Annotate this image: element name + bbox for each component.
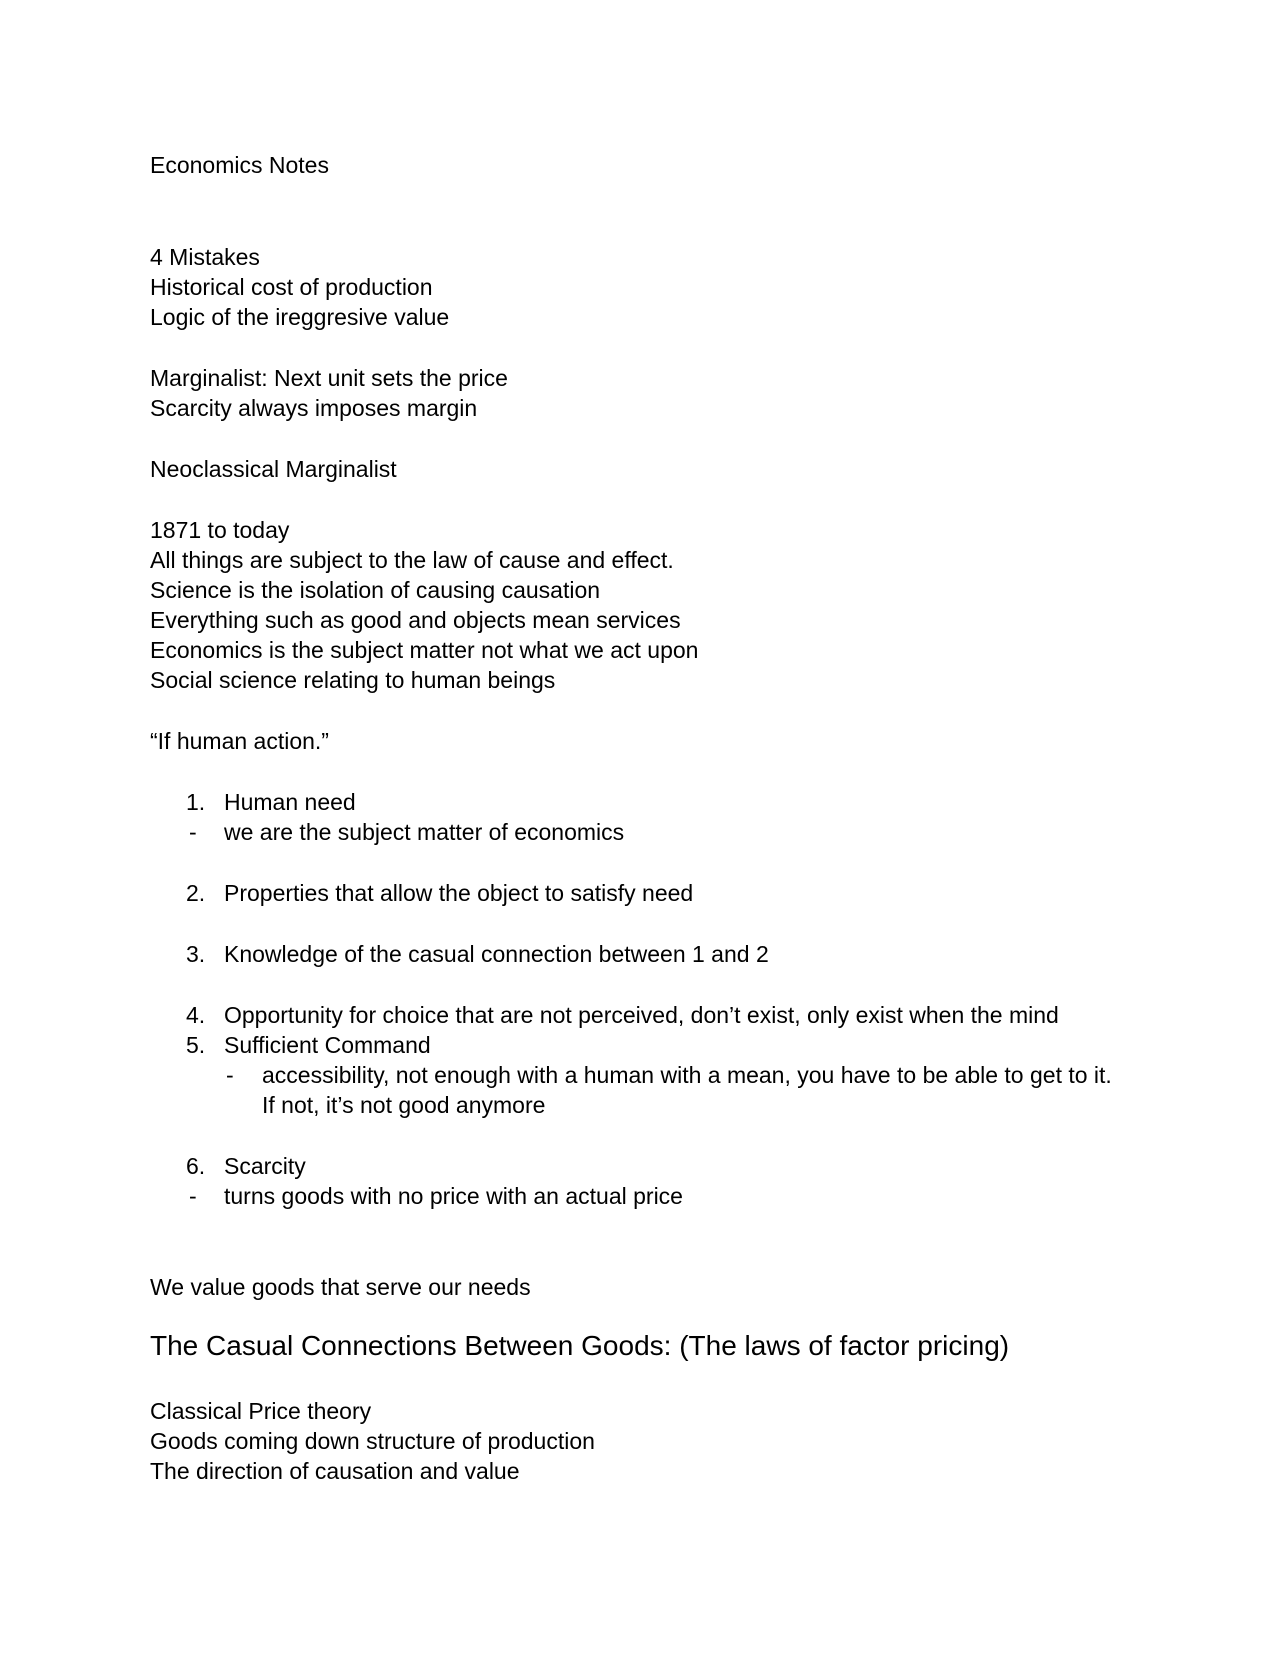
list-item: Properties that allow the object to satisfy need [224,880,694,906]
page-title: Economics Notes [150,152,329,178]
text-line: Historical cost of production [150,274,433,300]
text-line: All things are subject to the law of cause and effect. [150,547,674,573]
text-line: 1871 to today [150,517,290,543]
sub-item: turns goods with no price with an actual price [224,1183,683,1209]
list-item: Human need [224,789,356,815]
text-line: Marginalist: Next unit sets the price [150,365,508,391]
list-number: 3. [186,941,206,967]
section-heading: The Casual Connections Between Goods: (The laws of factor pricing) [150,1330,1010,1361]
list-number: 6. [186,1153,206,1179]
quote-line: “If human action.” [150,728,329,754]
text-line: 4 Mistakes [150,244,260,270]
bullet-dash: - [226,1062,234,1088]
list-number: 4. [186,1002,206,1028]
sub-item: we are the subject matter of economics [224,819,625,845]
text-line: Neoclassical Marginalist [150,456,397,482]
text-line: Economics is the subject matter not what we act upon [150,637,699,663]
sub-item: If not, it’s not good anymore [262,1092,546,1118]
text-line: Classical Price theory [150,1398,372,1424]
text-line: Scarcity always imposes margin [150,395,478,421]
text-line: We value goods that serve our needs [150,1274,531,1300]
list-number: 5. [186,1032,206,1058]
bullet-dash: - [189,819,197,845]
list-item: Scarcity [224,1153,306,1179]
list-item: Sufficient Command [224,1032,431,1058]
text-line: Everything such as good and objects mean services [150,607,681,633]
text-line: Social science relating to human beings [150,667,556,693]
text-line: The direction of causation and value [150,1458,520,1484]
list-number: 2. [186,880,206,906]
list-item: Opportunity for choice that are not perceived, don’t exist, only exist when the mind [224,1002,1059,1028]
sub-item: accessibility, not enough with a human with a mean, you have to be able to get to it. [262,1062,1112,1088]
text-line: Goods coming down structure of production [150,1428,595,1454]
text-line: Logic of the ireggresive value [150,304,450,330]
list-number: 1. [186,789,206,815]
bullet-dash: - [189,1183,197,1209]
list-item: Knowledge of the casual connection between 1 and 2 [224,941,769,967]
text-line: Science is the isolation of causing causation [150,577,601,603]
